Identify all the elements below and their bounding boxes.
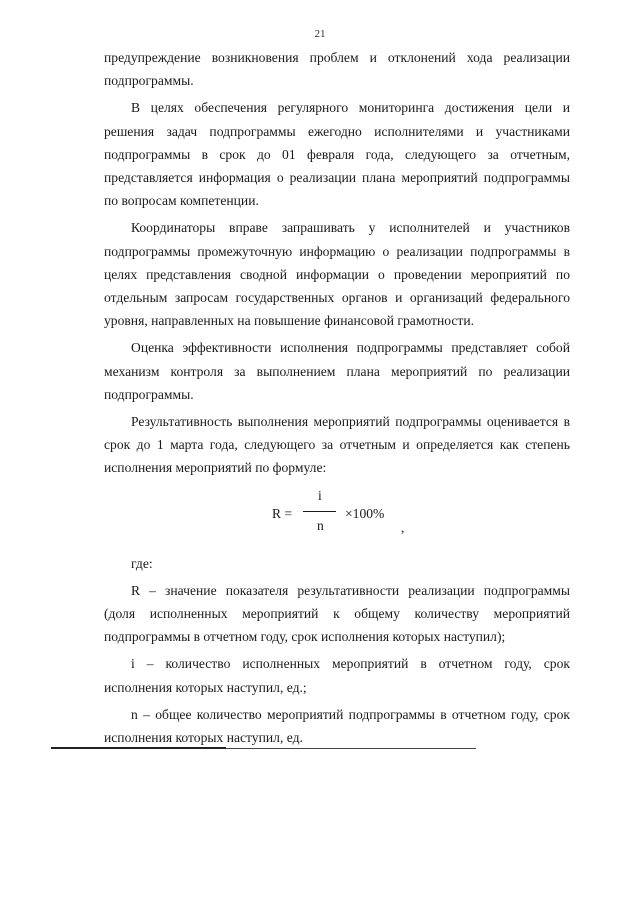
formula-trailing: ,	[401, 519, 405, 535]
where-label: где:	[131, 555, 153, 571]
document-body	[104, 46, 570, 753]
formula-lhs: R =	[272, 505, 293, 521]
definition-r: R – значение показателя результативности реализации подпрограммы (доля исполненных мероприятий к общему количеству мероприятий подпрограммы в отчетном году, срок исполнения которых наступил);	[104, 582, 570, 645]
paragraph: Результативность выполнения мероприятий подпрограммы оценивается в срок до 1 марта года, следующего за отчетным и определяется как степень исполнения мероприятий по формуле:	[104, 414, 570, 476]
footnote-divider-thick	[51, 747, 226, 749]
formula	[104, 487, 570, 544]
formula-denominator: n	[317, 517, 324, 533]
definition-i: i – количество исполненных мероприятий в отчетном году, срок исполнения которых наступил, ед.;	[104, 656, 570, 695]
paragraph: Оценка эффективности исполнения подпрограммы представляет собой механизм контроля за выполнением плана мероприятий по реализации подпрограммы.	[104, 340, 570, 402]
formula-multiplier: ×100%	[345, 505, 385, 521]
definition-n: n – общее количество мероприятий подпрограммы в отчетном году, срок исполнения которых наступил, ед.	[104, 706, 570, 746]
paragraph: предупреждение возникновения проблем и отклонений хода реализации подпрограммы.	[104, 50, 570, 89]
paragraph: Координаторы вправе запрашивать у исполнителей и участников подпрограммы промежуточную информацию о реализации подпрограммы в целях представления сводной информации о проведении мероприятий по отдельным запросам государственных органов и организаций федерального уровня, направленных на повышение финансовой грамотности.	[104, 220, 570, 329]
formula-numerator: i	[318, 487, 322, 503]
page-number: 21	[314, 28, 326, 40]
paragraph: В целях обеспечения регулярного мониторинга достижения цели и решения задач подпрограммы ежегодно исполнителями и участниками подпрограммы в срок до 01 февраля года, следующего за отчетным, представляется информация о реализации плана мероприятий подпрограммы по вопросам компетенции.	[104, 100, 570, 209]
fraction-bar	[303, 511, 336, 512]
